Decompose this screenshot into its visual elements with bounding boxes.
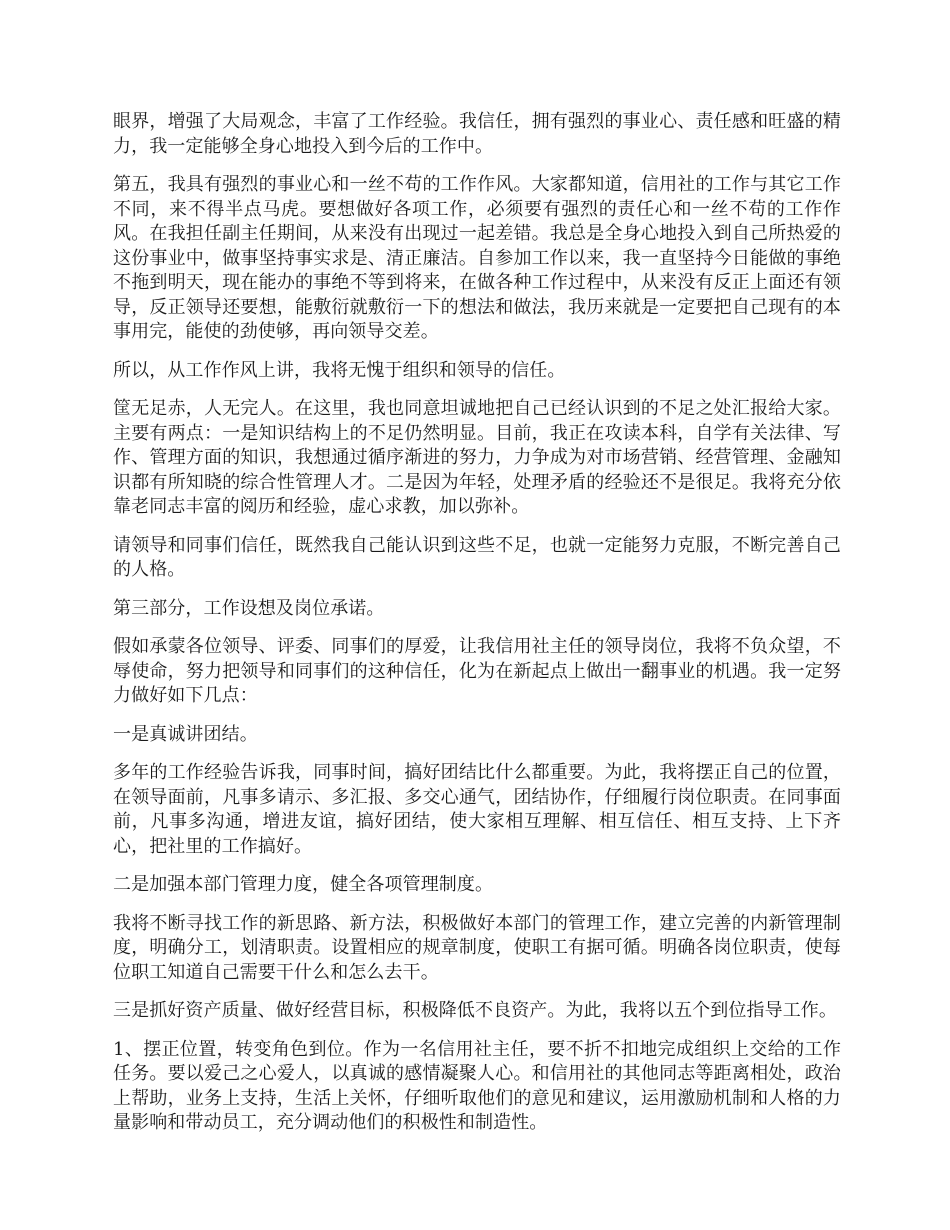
paragraph-fifth-work-style: 第五，我具有强烈的事业心和一丝不苟的工作作风。大家都知道，信用社的工作与其它工作不同，来不得半点马虎。要想做好各项工作，必须要有强烈的责任心和一丝不苟的工作作风。在我担任副主任期间，从来没有出现过一起差错。我总是全身心地投入到自己所热爱的这份事业中，做事坚持事实求是、清正廉洁。自参加工作以来，我一直坚持今日能做的事绝不拖到明天，现在能办的事绝不等到将来，在做各种工作过程中，从来没有反正上面还有领导，反正领导还要想，能敷衍就敷衍一下的想法和做法，我历来就是一定要把自己现有的本事用完，能使的劲使够，再向领导交差。 [113, 174, 841, 342]
document-body [113, 110, 841, 1150]
paragraph-request-trust: 请领导和同事们信任，既然我自己能认识到这些不足，也就一定能努力克服，不断完善自己的人格。 [113, 534, 841, 580]
section-heading-part-three: 第三部分，工作设想及岗位承诺。 [113, 597, 385, 619]
point-heading-asset-quality: 三是抓好资产质量、做好经营目标，积极降低不良资产。为此，我将以五个到位指导工作。 [113, 1000, 837, 1021]
paragraph-work-style-summary: 所以，从工作作风上讲，我将无愧于组织和领导的信任。 [113, 359, 566, 381]
point-heading-management: 二是加强本部门管理力度，健全各项管理制度。 [113, 874, 494, 895]
point-heading-unity: 一是真诚讲团结。 [113, 723, 258, 745]
paragraph-unity: 多年的工作经验告诉我，同事时间，搞好团结比什么都重要。为此，我将摆正自己的位置，在领导面前，凡事多请示、多汇报、多交心通气，团结协作，仔细履行岗位职责。在同事面前，凡事多沟通，增进友谊，搞好团结，使大家相互理解、相互信任、相互支持、上下齐心，把社里的工作搞好。 [113, 762, 841, 857]
paragraph-management: 我将不断寻找工作的新思路、新方法，积极做好本部门的管理工作，建立完善的内新管理制度，明确分工，划清职责。设置相应的规章制度，使职工有据可循。明确各岗位职责，使每位职工知道自己需要干什么和怎么去干。 [113, 912, 841, 983]
paragraph-role-positioning: 1、摆正位置，转变角色到位。作为一名信用社主任，要不折不扣地完成组织上交给的工作任务。要以爱己之心爱人，以真诚的感情凝聚人心。和信用社的其他同志等距离相处，政治上帮助，业务上支持，生活上关怀，仔细听取他们的意见和建议，运用激励机制和人格的力量影响和带动员工，充分调动他们的积极性和制造性。 [113, 1038, 841, 1133]
paragraph-commitment-intro: 假如承蒙各位领导、评委、同事们的厚爱，让我信用社主任的领导岗位，我将不负众望，不辱使命，努力把领导和同事们的这种信任，化为在新起点上做出一翻事业的机遇。我一定努力做好如下几点： [113, 636, 841, 706]
paragraph-vision-closing: 眼界，增强了大局观念，丰富了工作经验。我信任，拥有强烈的事业心、责任感和旺盛的精力，我一定能够全身心地投入到今后的工作中。 [113, 111, 841, 157]
paragraph-shortcomings: 筐无足赤，人无完人。在这里，我也同意坦诚地把自己已经认识到的不足之处汇报给大家。主要有两点：一是知识结构上的不足仍然明显。目前，我正在攻读本科，自学有关法律、写作、管理方面的知识，我想通过循序渐进的努力，力争成为对市场营销、经营管理、金融知识都有所知晓的综合性管理人才。二是因为年轻，处理矛盾的经验还不是很足。我将充分依靠老同志丰富的阅历和经验，虚心求教，加以弥补。 [113, 398, 841, 517]
